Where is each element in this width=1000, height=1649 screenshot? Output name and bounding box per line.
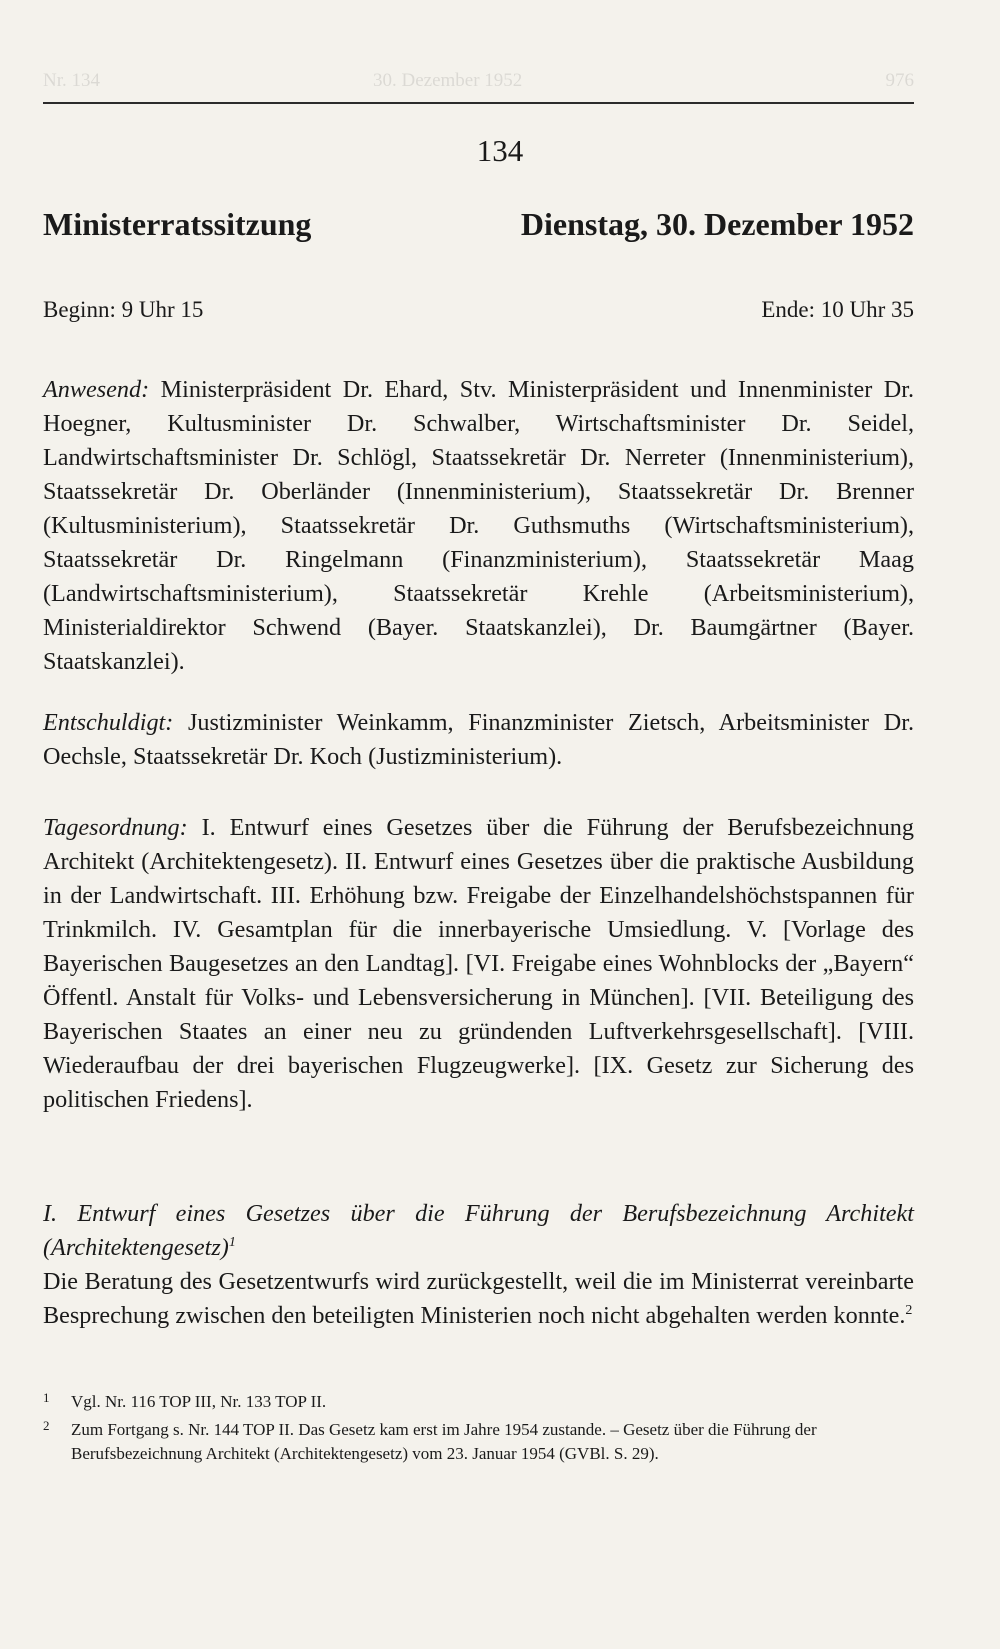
- attendees-text: Ministerpräsident Dr. Ehard, Stv. Ministerpräsident und Innenminister Dr. Hoegner, Kultusminister Dr. Schwalber, Wirtschaftsminister Dr. Seidel, Landwirtschaftsminister Dr. Schlögl, Staatssekretär Dr. Nerreter (Innenministerium), Staatssekretär Dr. Oberländer (Innenministerium), Staatssekretär Dr. Brenner (Kultusministerium), Staatssekretär Dr. Guthsmuths (Wirtschaftsministerium), Staatssekretär Dr. Ringelmann (Finanzministerium), Staatssekretär Maag (Landwirtschaftsministerium), Staatssekretär Krehle (Arbeitsministerium), Ministerialdirektor Schwend (Bayer. Staatskanzlei), Dr. Baumgärtner (Bayer. Staatskanzlei).: [43, 376, 914, 675]
- attendees-paragraph: [43, 373, 914, 679]
- agenda-label: Tagesordnung:: [43, 814, 188, 841]
- footnote-2: [43, 1418, 914, 1466]
- section-1-title: [43, 1197, 914, 1265]
- session-title: Ministerratssitzung: [43, 206, 312, 242]
- header-center: 30. Dezember 1952: [373, 70, 523, 91]
- section-1-body-text: Die Beratung des Gesetzentwurfs wird zurückgestellt, weil die im Ministerrat vereinbarte Besprechung zwischen den beteiligten Ministerien noch nicht abgehalten werden konnte.: [43, 1268, 914, 1329]
- footnote-text: Zum Fortgang s. Nr. 144 TOP II. Das Gesetz kam erst im Jahre 1954 zustande. – Gesetz über die Führung der Berufsbezeichnung Architekt (Architektengesetz) vom 23. Januar 1954 (GVBl. S. 29).: [71, 1420, 817, 1463]
- agenda-paragraph: [43, 811, 914, 1117]
- session-date: Dienstag, 30. Dezember 1952: [520, 206, 914, 242]
- attendees-label: Anwesend:: [43, 376, 150, 403]
- begin-time: Beginn: 9 Uhr 15: [43, 297, 204, 322]
- faint-running-header: [43, 70, 914, 94]
- section-1: [43, 1197, 914, 1333]
- section-1-title-text: I. Entwurf eines Gesetzes über die Führung der Berufsbezeichnung Architekt (Architektengesetz): [43, 1200, 914, 1261]
- excused-text: Justizminister Weinkamm, Finanzminister Zietsch, Arbeitsminister Dr. Oechsle, Staatssekretär Dr. Koch (Justizministerium).: [43, 709, 914, 770]
- footnote-number: 2: [43, 1418, 50, 1433]
- document-number: 134: [476, 133, 524, 168]
- footnote-1: [43, 1390, 914, 1414]
- section-1-body: [43, 1265, 914, 1333]
- footnotes: [43, 1390, 914, 1470]
- end-time: Ende: 10 Uhr 35: [761, 297, 914, 322]
- footnote-number: 1: [43, 1390, 50, 1405]
- excused-paragraph: [43, 706, 914, 774]
- header-right: 976: [885, 70, 914, 91]
- agenda-text: I. Entwurf eines Gesetzes über die Führung der Berufsbezeichnung Architekt (Architektengesetz). II. Entwurf eines Gesetzes über die praktische Ausbildung in der Landwirtschaft. III. Erhöhung bzw. Freigabe der Einzelhandelshöchstspannen für Trinkmilch. IV. Gesamtplan für die innerbayerische Umsiedlung. V. [Vorlage des Bayerischen Baugesetzes an den Landtag]. [VI. Freigabe eines Wohnblocks der „Bayern“ Öffentl. Anstalt für Volks- und Lebensversicherung in München]. [VII. Beteiligung des Bayerischen Staates an einer neu zu gründenden Luftverkehrsgesellschaft]. [VIII. Wiederaufbau der drei bayerischen Flugzeugwerke]. [IX. Gesetz zur Sicherung des politischen Friedens].: [43, 814, 914, 1113]
- footnote-text: Vgl. Nr. 116 TOP III, Nr. 133 TOP II.: [71, 1392, 327, 1411]
- excused-label: Entschuldigt:: [43, 709, 174, 736]
- header-rule: [43, 102, 914, 104]
- footnote-ref-1[interactable]: 1: [228, 1235, 236, 1250]
- footnote-ref-2[interactable]: 2: [905, 1303, 913, 1318]
- header-left: Nr. 134: [43, 70, 100, 91]
